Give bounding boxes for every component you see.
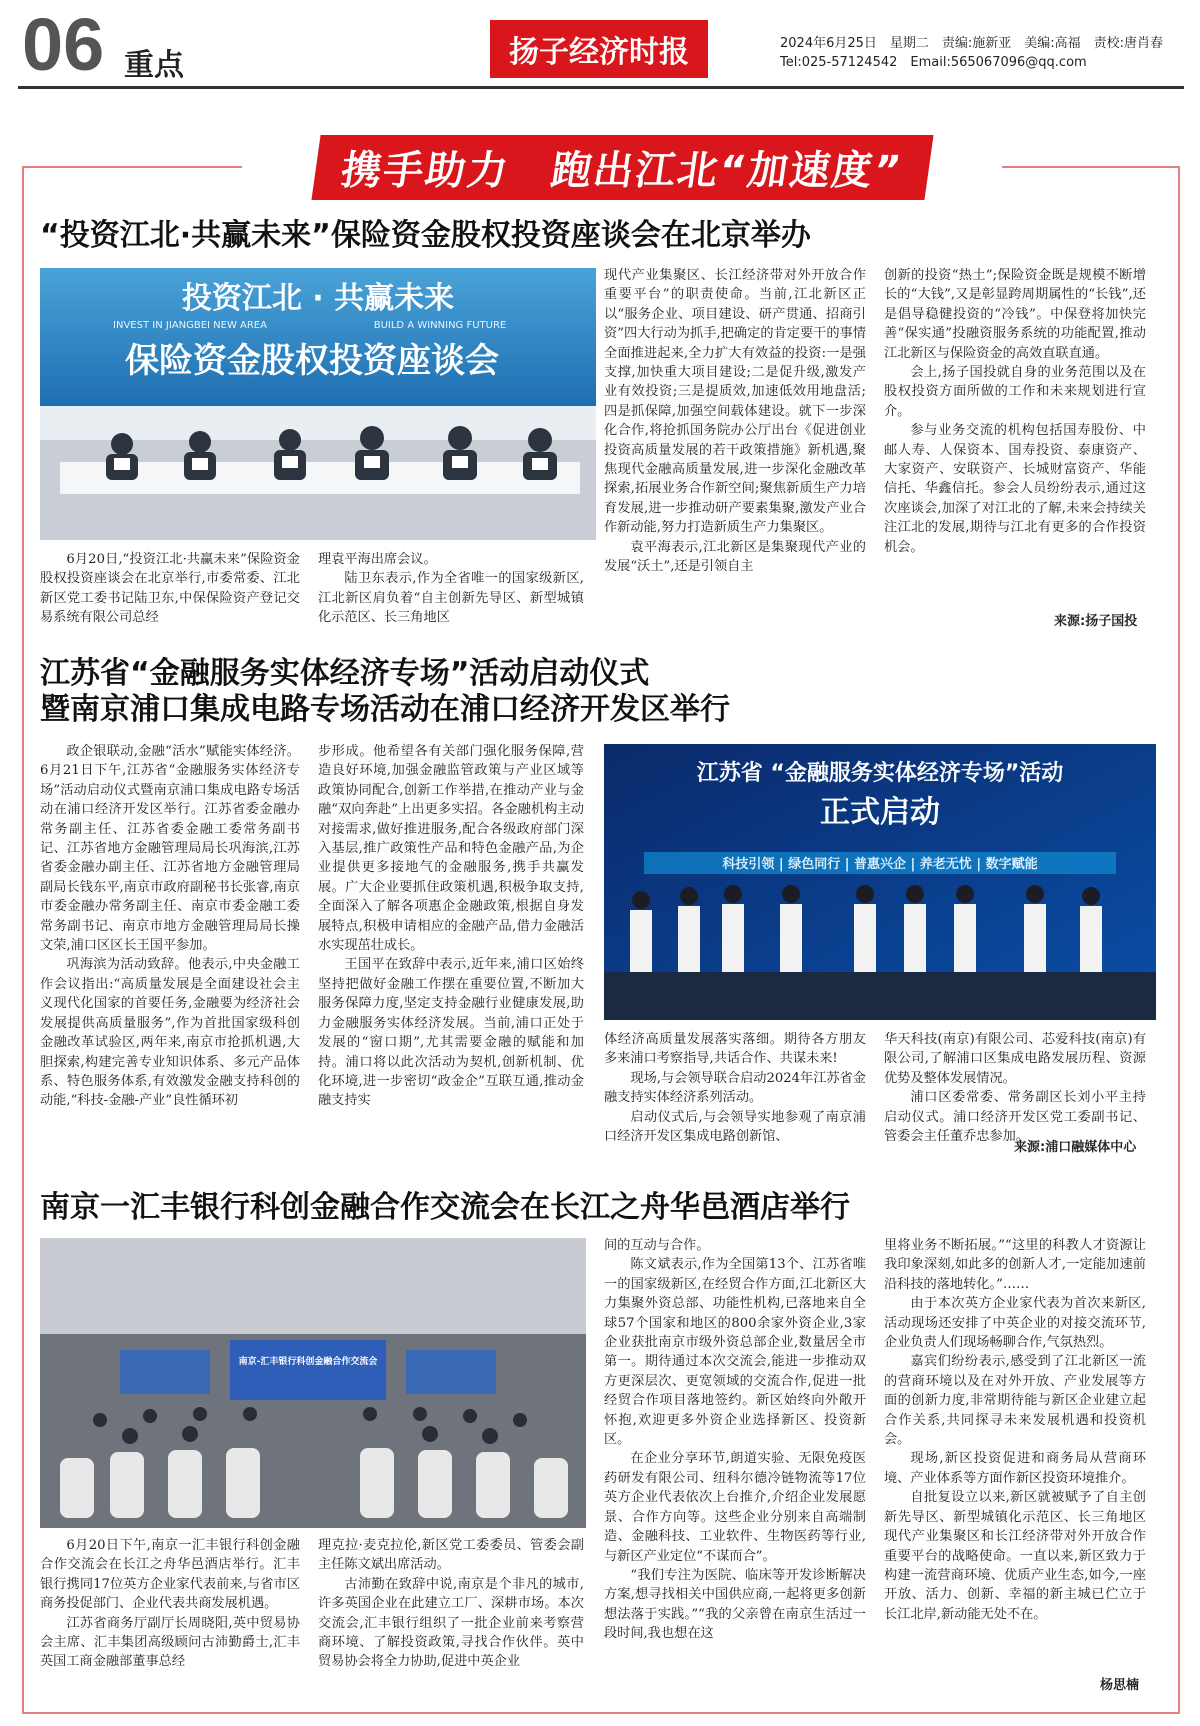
paragraph: 现场,与会领导联合启动2024年江苏省金融支持实体经济系列活动。 <box>604 1070 866 1106</box>
article3-author: 杨思楠 <box>1100 1678 1140 1693</box>
paragraph: 会上,扬子国投就自身的业务范围以及在股权投资方面所做的工作和未来规划进行宣介。 <box>884 365 1146 419</box>
paragraph: 陆卫东表示,作为全省唯一的国家级新区,江北新区肩负着“自主创新先导区、新型城镇化示范区、长三角地区 <box>318 571 584 626</box>
headline-line: 江苏省“金融服务实体经济专场”活动启动仪式 <box>40 656 650 691</box>
article2-headline <box>40 656 730 728</box>
paragraph: 华天科技(南京)有限公司、芯爱科技(南京)有限公司,了解浦口区集成电路发展历程、资源优势及整体发展情况。 <box>884 1032 1146 1086</box>
article2-col3 <box>604 1030 866 1154</box>
paragraph: 政企银联动,金融“活水”赋能实体经济。6月21日下午,江苏省“金融服务实体经济专场”活动启动仪式暨南京浦口集成电路专场活动在浦口经济开发区举行。江苏省委金融办常务副主任、江苏省委金融工委常务副书记、江苏省地方金融管理局局长巩海滨,江苏省委金融办副主任、江苏省地方金融管理局副局长钱东平,南京市政府副秘书长张睿,南京市委金融办常务副主任、南京市委金融工委常务副书记、南京市地方金融管理局局长操文荣,浦口区区长王国平参加。 <box>40 744 300 954</box>
article3-headline: 南京一汇丰银行科创金融合作交流会在长江之舟华邑酒店举行 <box>40 1190 850 1225</box>
article1-headline: “投资江北·共赢未来”保险资金股权投资座谈会在北京举办 <box>40 218 811 253</box>
masthead-logo: 扬子经济时报 <box>490 20 708 78</box>
screen-title: 江苏省 “金融服务实体经济专场”活动 <box>696 761 1064 786</box>
paragraph: 现场,新区投资促进和商务局从营商环境、产业体系等方面作新区投资环境推介。 <box>884 1451 1146 1486</box>
slogan-en-right: BUILD A WINNING FUTURE <box>373 320 507 331</box>
screen-tags: 科技引领 | 绿色同行 | 普惠兴企 | 养老无忧 | 数字赋能 <box>722 857 1038 872</box>
article1-source: 来源:扬子国投 <box>1054 614 1138 629</box>
paragraph: 启动仪式后,与会领导实地参观了南京浦口经济开发区集成电路创新馆、 <box>604 1109 866 1145</box>
article1-col2 <box>318 550 584 636</box>
headline-line: 暨南京浦口集成电路专场活动在浦口经济开发区举行 <box>40 692 730 727</box>
paragraph: 陈文斌表示,作为全国第13个、江苏省唯一的国家级新区,在经贸合作方面,江北新区大力集聚外资总部、功能性机构,已落地来自全球57个国家和地区的800余家外资企业,3家企业获批南京市级外资总部企业,数量居全市第一。期待通过本次交流会,能进一步推动双方更深层次、更宽领域的交流合作,促进一批经贸合作项目落地签约。新区始终向外敞开怀抱,欢迎更多外资企业选择新区、投资新区。 <box>604 1257 866 1448</box>
article1-col4 <box>884 266 1146 596</box>
paragraph: 创新的投资“热土”;保险资金既是规模不断增长的“大钱”,又是彰显跨周期属性的“长钱”,还是倡导稳健投资的“冷钱”。中保登将加快完善“保实通”投融资服务系统的功能配置,推动江北新区与保险资金的高效直联直通。 <box>884 268 1146 361</box>
meta-contact: Tel:025-57124542 Email:565067096@qq.com <box>780 55 1087 70</box>
forum-hall-graphic <box>40 1238 586 1528</box>
article3-col4 <box>884 1236 1146 1666</box>
paragraph: 理克拉·麦克拉伦,新区党工委委员、管委会副主任陈文斌出席活动。 <box>318 1538 584 1573</box>
paragraph: 间的互动与合作。 <box>604 1238 710 1253</box>
paragraph: 浦口区委常委、常务副区长刘小平主持启动仪式。浦口经济开发区党工委副书记、管委会主任董乔忠参加。 <box>884 1090 1146 1145</box>
banner <box>242 137 1002 197</box>
screen-title: 南京-汇丰银行科创金融合作交流会 <box>238 1357 378 1367</box>
article1-col1 <box>40 550 300 636</box>
article2-source: 来源:浦口融媒体中心 <box>1014 1140 1137 1155</box>
paragraph: 自批复设立以来,新区就被赋予了自主创新先导区、新型城镇化示范区、长三角地区现代产业集聚区和长江经济带对外开放合作重要平台的战略使命。一直以来,新区致力于构建一流营商环境、优质产业生态,如今,一座开放、活力、创新、幸福的新主城已伫立于长江北岸,新动能无处不在。 <box>884 1490 1146 1622</box>
slogan-en-left: INVEST IN JIANGBEI NEW AREA <box>113 320 267 331</box>
paragraph: 巩海滨为活动致辞。他表示,中央金融工作会议指出:“高质量发展是全面建设社会主义现代化国家的首要任务,金融要为经济社会发展提供高质量服务”,作为首批国家级科创金融改革试验区,两年来,南京市抢抓机遇,大胆探索,构建完善专业知识体系、多元产品体系、特色服务体系,有效激发金融支持科创的动能,“科技-金融-产业”良性循环初 <box>40 957 300 1109</box>
article3-col2 <box>318 1536 584 1686</box>
header-rule <box>18 86 1184 89</box>
slogan-cn: 投资江北 · 共赢未来 <box>181 281 455 316</box>
paragraph: 江苏省商务厅副厅长周晓阳,英中贸易协会主席、汇丰集团高级顾问古沛勤爵士,汇丰英国工商金融部董事总经 <box>40 1615 300 1670</box>
paragraph: 体经济高质量发展落实落细。期待各方朋友多来浦口考察指导,共话合作、共谋未来! <box>604 1032 866 1067</box>
screen-sub: 正式启动 <box>820 795 940 830</box>
article1-photo <box>40 268 596 540</box>
article2-photo <box>604 744 1156 1020</box>
paragraph: 嘉宾们纷纷表示,感受到了江北新区一流的营商环境以及在对外开放、产业发展等方面的创新力度,非常期待能与新区企业建立起合作关系,共同探寻未来发展机遇和投资机会。 <box>884 1354 1146 1448</box>
paragraph: 理袁平海出席会议。 <box>318 552 437 567</box>
article2-col4 <box>884 1030 1146 1145</box>
article3-col3 <box>604 1236 866 1694</box>
paragraph: 由于本次英方企业家代表为首次来新区,活动现场还安排了中英企业的对接交流环节,企业负责人们现场畅聊合作,气氛热烈。 <box>884 1296 1146 1351</box>
paragraph: 袁平海表示,江北新区是集聚现代产业的发展“沃土”,还是引领自主 <box>604 539 866 575</box>
paragraph: 6月20日下午,南京一汇丰银行科创金融合作交流会在长江之舟华邑酒店举行。汇丰银行携同17位英方企业家代表前来,与省市区商务投促部门、企业代表共商发展机遇。 <box>40 1538 300 1612</box>
paragraph: 6月20日,“投资江北·共赢未来”保险资金股权投资座谈会在北京举行,市委常委、江北新区党工委书记陆卫东,中保保险资产登记交易系统有限公司总经 <box>40 552 300 626</box>
paragraph: 里将业务不断拓展。”“这里的科教人才资源让我印象深刻,如此多的创新人才,一定能加速前沿科技的落地转化。”…… <box>884 1238 1146 1292</box>
page-number: 06 <box>22 3 105 86</box>
masthead-meta <box>780 34 1163 72</box>
article1-col3 <box>604 266 866 636</box>
paragraph: “我们专注为医院、临床等开发诊断解决方案,想寻找相关中国供应商,一起将更多创新想法落于实践。”“我的父亲曾在南京生活过一段时间,我也想在这 <box>604 1567 866 1642</box>
paragraph: 王国平在致辞中表示,近年来,浦口区始终坚持把做好金融工作摆在重要位置,不断加大服务保障力度,坚定支持金融行业健康发展,助力金融服务实体经济发展。当前,浦口正处于发展的“窗口期”,尤其需要金融的赋能和加持。浦口将以此次活动为契机,创新机制、优化环境,进一步密切“政金企”互联互通,推动金融支持实 <box>318 957 584 1109</box>
article2-col2 <box>318 742 584 1109</box>
article3-col1 <box>40 1536 300 1686</box>
article3-photo <box>40 1238 586 1528</box>
paragraph: 参与业务交流的机构包括国寿股份、中邮人寿、人保资本、国寿投资、泰康资产、大家资产、安联资产、长城财富资产、华能信托、华鑫信托。参会人员纷纷表示,通过这次座谈会,加深了对江北的了解,未来会持续关注江北的发展,期待与江北有更多的合作投资机会。 <box>884 423 1146 555</box>
launch-ceremony-graphic <box>604 744 1156 1020</box>
paragraph: 古沛勤在致辞中说,南京是个非凡的城市,许多英国企业在此建立工厂、深耕市场。本次交流会,汇丰银行组织了一批企业前来考察营商环境、了解投资政策,寻找合作伙伴。英中贸易协会将全力协助,促进中英企业 <box>318 1576 584 1670</box>
meta-date-editors: 2024年6月25日 星期二 责编:施新亚 美编:高福 责校:唐肖春 <box>780 36 1164 51</box>
paragraph: 现代产业集聚区、长江经济带对外开放合作重要平台”的职责使命。当前,江北新区正以“服务企业、项目建设、研产贯通、招商引资”四大行动为抓手,把确定的肯定要干的事情全面推进起来,全力扩大有效益的投资:一是强支撑,加快重大项目建设;二是促升级,激发产业有效投资;三是提质效,加速低效用地盘活;四是抓保障,加强空间载体建设。就下一步深化合作,将抢抓国务院办公厅出台《促进创业投资高质量发展的若干政策措施》新机遇,聚焦现代金融高质量发展,进一步深化金融改革探索,拓展业务合作新空间;聚焦新质生产力培育发展,进一步推动研产要素集聚,激发产业合作新动能,努力打造新质生产力集聚区。 <box>604 268 866 536</box>
meeting-photo-graphic <box>40 268 596 540</box>
paragraph: 在企业分享环节,朗道实验、无限免疫医药研发有限公司、纽科尔德冷链物流等17位英方企业代表依次上台推介,介绍企业发展愿景、合作方向等。这些企业分别来自高端制造、金融科技、工业软件、生物医药等行业,与新区产业定位“不谋而合”。 <box>604 1451 866 1564</box>
board-title: 保险资金股权投资座谈会 <box>125 341 499 381</box>
section-title: 重点 <box>124 48 184 83</box>
banner-title: 携手助力 跑出江北“加速度” <box>311 135 933 200</box>
paragraph: 步形成。他希望各有关部门强化服务保障,营造良好环境,加强金融监管政策与产业区域等政策协同配合,创新工作举措,在推动产业与金融“双向奔赴”上出更多实招。各金融机构主动对接需求,做好推进服务,配合各级政府部门深入基层,推广政策性产品和特色金融产品,为企业提供更多接地气的金融服务,携手共赢发展。广大企业要抓住政策机遇,积极争取支持,全面深入了解各项惠企金融政策,根据自身发展特点,积极申请相应的金融产品,借力金融活水实现茁壮成长。 <box>318 744 584 954</box>
